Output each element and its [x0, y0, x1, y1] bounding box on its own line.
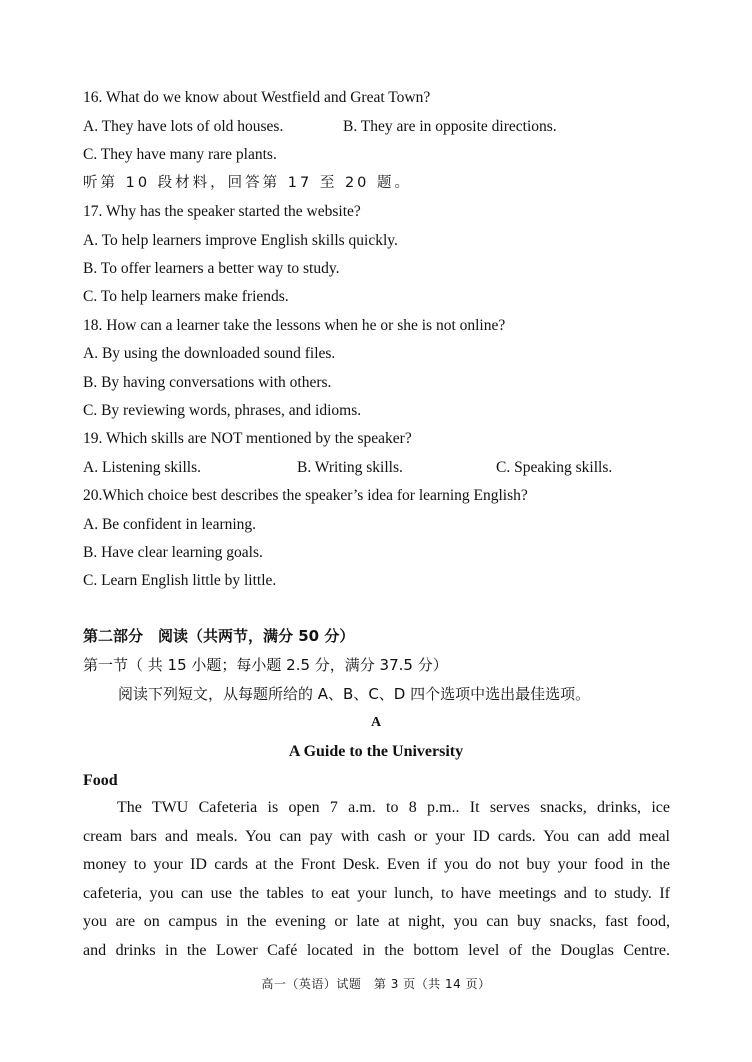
option-20-a: A. Be confident in learning.	[83, 516, 257, 533]
passage-line: The TWU Cafeteria is open 7 a.m. to 8 p.m.. It serves snacks, drinks, ice	[117, 799, 670, 816]
page-footer: 高一（英语）试题 第 3 页（共 14 页）	[261, 977, 491, 991]
question-16: 16. What do we know about Westfield and Great Town?	[83, 89, 431, 106]
passage-line: money to your ID cards at the Front Desk. Even if you do not buy your food in the	[83, 856, 670, 873]
option-16-b: B. They are in opposite directions.	[343, 118, 557, 135]
passage-letter: A	[370, 715, 382, 730]
question-18: 18. How can a learner take the lessons when he or she is not online?	[83, 317, 506, 334]
part-two-heading: 第二部分 阅读（共两节，满分 50 分）	[83, 627, 355, 645]
option-18-c: C. By reviewing words, phrases, and idioms.	[83, 402, 362, 419]
option-16-c: C. They have many rare plants.	[83, 146, 277, 163]
passage-paragraph	[83, 794, 670, 965]
option-19-c: C. Speaking skills.	[496, 459, 613, 476]
passage-line: cafeteria, you can use the tables to eat your lunch, to have meetings and to study. If	[83, 884, 670, 902]
passage-line: you are on campus in the evening or late at night, you can buy snacks, fast food,	[83, 913, 670, 930]
option-17-c: C. To help learners make friends.	[83, 288, 289, 305]
option-20-b: B. Have clear learning goals.	[83, 544, 263, 561]
option-19-a: A. Listening skills.	[83, 459, 201, 476]
question-17: 17. Why has the speaker started the website?	[83, 203, 361, 220]
reading-directions: 阅读下列短文，从每题所给的 A、B、C、D 四个选项中选出最佳选项。	[118, 685, 591, 703]
question-19: 19. Which skills are NOT mentioned by the speaker?	[83, 430, 412, 447]
option-16-a: A. They have lots of old houses.	[83, 118, 284, 135]
option-17-a: A. To help learners improve English skills quickly.	[83, 232, 398, 249]
option-17-b: B. To offer learners a better way to study.	[83, 260, 340, 277]
passage-line: and drinks in the Lower Café located in the bottom level of the Douglas Centre.	[83, 941, 670, 959]
option-20-c: C. Learn English little by little.	[83, 572, 277, 589]
option-18-a: A. By using the downloaded sound files.	[83, 345, 336, 362]
passage-line: cream bars and meals. You can pay with cash or your ID cards. You can add meal	[83, 827, 670, 845]
passage-subheading: Food	[83, 772, 118, 789]
instruction-material-10: 听第 10 段材料，回答第 17 至 20 题。	[83, 175, 413, 191]
option-19-b: B. Writing skills.	[297, 459, 403, 476]
passage-title: A Guide to the University	[288, 743, 464, 760]
question-20: 20.Which choice best describes the speaker’s idea for learning English?	[83, 487, 528, 504]
section-one-heading: 第一节（ 共 15 小题；每小题 2.5 分，满分 37.5 分）	[83, 656, 448, 674]
option-18-b: B. By having conversations with others.	[83, 374, 332, 391]
